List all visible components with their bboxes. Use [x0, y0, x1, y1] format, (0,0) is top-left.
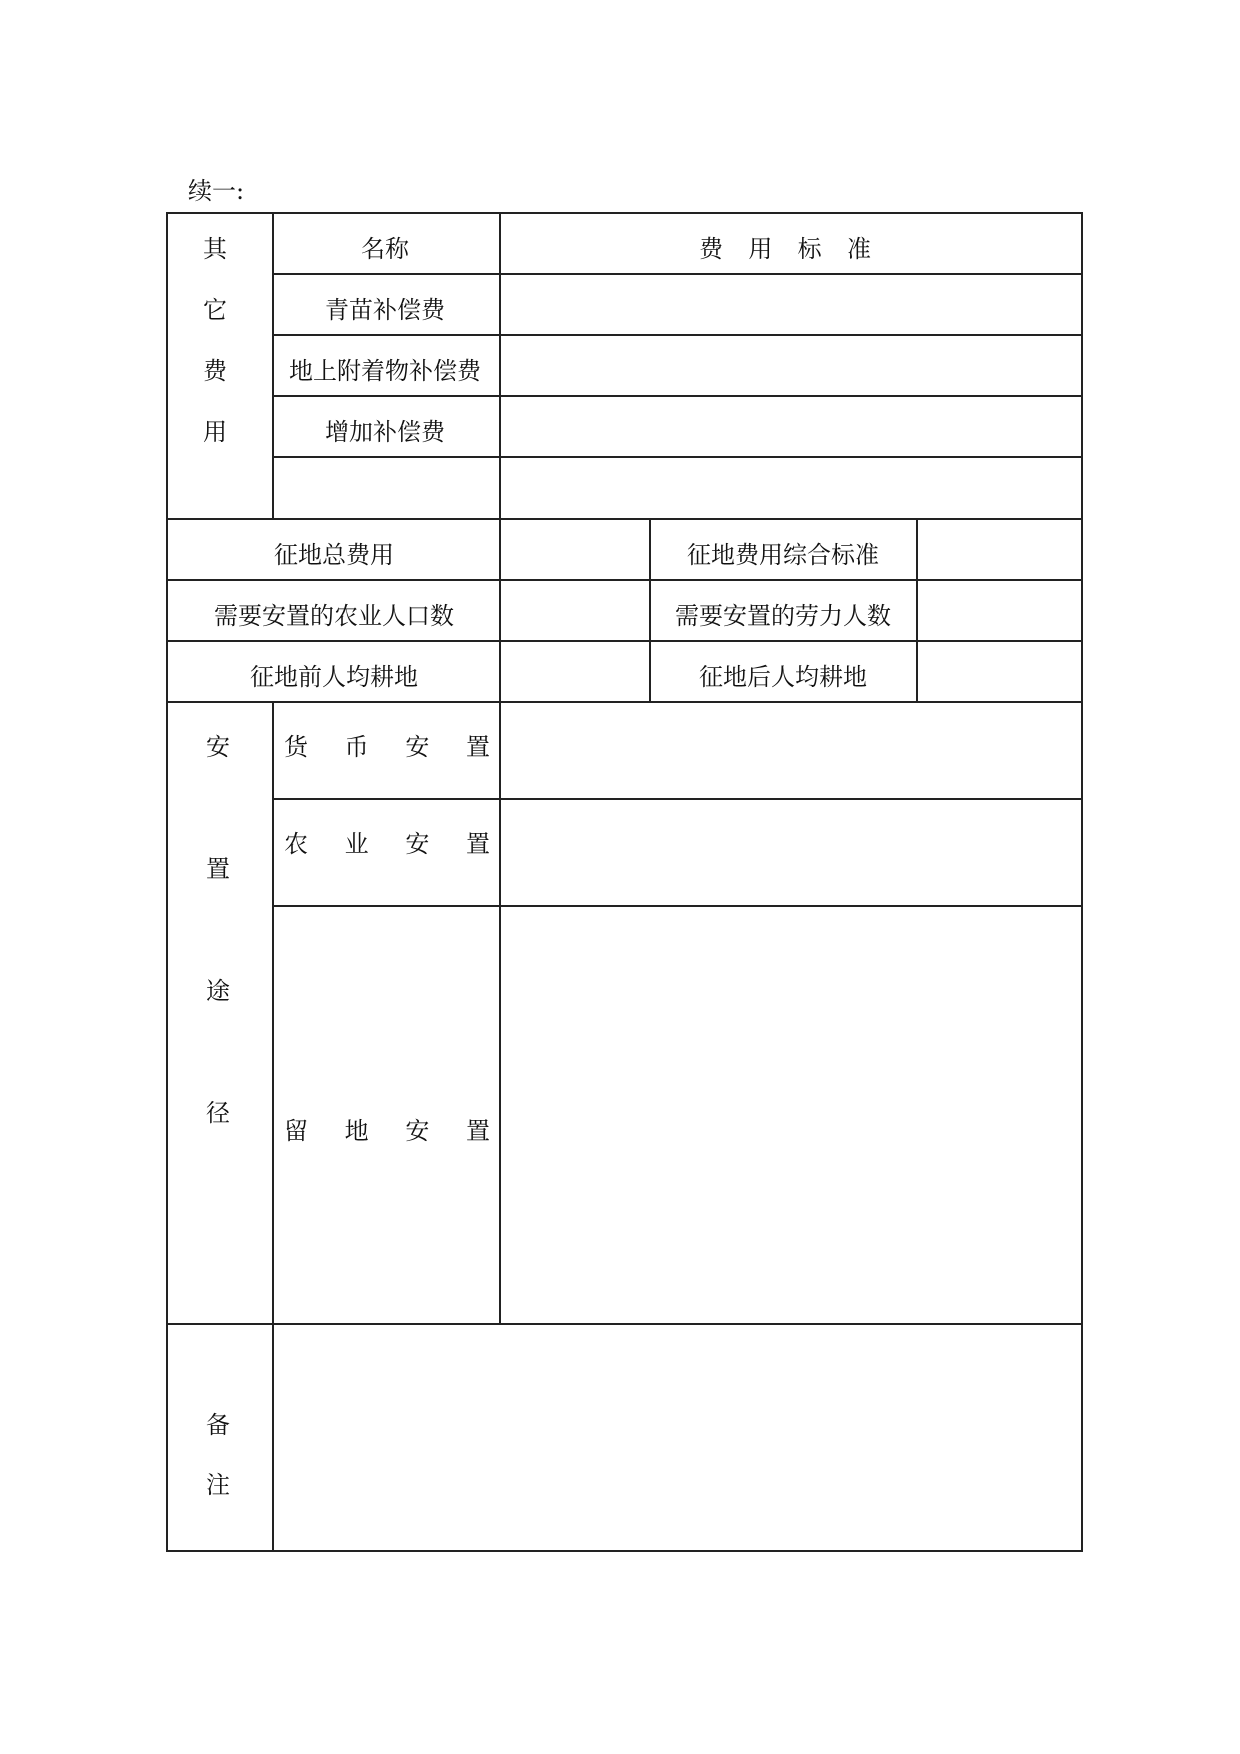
- header-fee-standard-char-2: 用: [748, 235, 773, 263]
- remarks-side-label-2: 注: [206, 1471, 230, 1499]
- rule-summary-end: [168, 701, 1081, 703]
- other-fees-side-label-1: 其: [203, 235, 227, 263]
- continued-label: 续一:: [188, 177, 245, 205]
- resettle-method-reserved-land-char-2: 地: [344, 1117, 369, 1145]
- resettle-side-label-3: 途: [206, 977, 230, 1005]
- other-fees-side-label-2: 它: [203, 296, 227, 324]
- resettle-value-reserved-land[interactable]: [513, 918, 1073, 1314]
- resettle-method-reserved-land-char-3: 安: [405, 1117, 430, 1145]
- rule-side-label-column: [272, 214, 274, 518]
- fee-standard-seedling-compensation[interactable]: [513, 295, 1073, 325]
- rule-other-fees-row2: [272, 395, 1081, 397]
- summary-label-labor-count: 需要安置的劳力人数: [675, 602, 891, 630]
- resettle-method-reserved-land-char-1: 留: [284, 1117, 308, 1145]
- summary-value-comprehensive-standard[interactable]: [925, 540, 1073, 570]
- header-fee-standard-char-4: 准: [846, 235, 871, 263]
- summary-value-farmland-after[interactable]: [925, 662, 1073, 692]
- fee-standard-additional-compensation[interactable]: [513, 417, 1073, 447]
- fee-name-additional-compensation: 增加补偿费: [325, 418, 445, 446]
- header-fee-standard: [699, 234, 871, 264]
- resettle-method-agricultural-char-4: 置: [465, 830, 490, 858]
- land-requisition-form-table: [166, 212, 1083, 1552]
- resettle-method-monetary: [284, 732, 490, 762]
- resettle-method-reserved-land-char-4: 置: [465, 1117, 490, 1145]
- rule-remarks-column: [272, 1323, 274, 1550]
- summary-value-total-cost[interactable]: [508, 540, 640, 570]
- remarks-value[interactable]: [286, 1336, 1073, 1540]
- resettle-side-label-1: 安: [206, 733, 230, 761]
- resettle-method-agricultural-char-1: 农: [284, 830, 308, 858]
- summary-label-agricultural-population: 需要安置的农业人口数: [214, 602, 454, 630]
- rule-summary-col3: [916, 518, 918, 701]
- summary-value-agricultural-population[interactable]: [508, 601, 640, 631]
- resettle-method-agricultural-char-2: 业: [344, 830, 369, 858]
- resettle-side-label-4: 径: [206, 1099, 230, 1127]
- summary-value-farmland-before[interactable]: [508, 662, 640, 692]
- summary-label-farmland-before: 征地前人均耕地: [250, 663, 418, 691]
- rule-resettle-side-column: [272, 701, 274, 1323]
- fee-name-blank-row[interactable]: [380, 478, 390, 508]
- rule-other-fees-row3: [272, 456, 1081, 458]
- resettle-value-agricultural[interactable]: [513, 812, 1073, 896]
- rule-summary-col1: [499, 518, 501, 701]
- rule-resettle-method-column: [499, 701, 501, 1323]
- resettle-side-label-2: 置: [206, 855, 230, 883]
- rule-resettle-row1: [272, 798, 1081, 800]
- resettle-method-monetary-char-3: 安: [405, 733, 430, 761]
- rule-other-fees-row1: [272, 334, 1081, 336]
- rule-summary-row1: [168, 579, 1081, 581]
- header-name: 名称: [361, 235, 409, 263]
- summary-label-farmland-after: 征地后人均耕地: [699, 663, 867, 691]
- rule-resettle-end: [168, 1323, 1081, 1325]
- remarks-side-label-1: 备: [206, 1411, 230, 1439]
- resettle-value-monetary[interactable]: [513, 714, 1073, 790]
- resettle-method-monetary-char-1: 货: [284, 733, 308, 761]
- header-fee-standard-char-1: 费: [699, 235, 723, 263]
- resettle-method-monetary-char-4: 置: [465, 733, 490, 761]
- header-fee-standard-char-3: 标: [797, 235, 822, 263]
- resettle-method-reserved-land: [284, 1116, 490, 1146]
- fee-name-attachments-compensation: 地上附着物补偿费: [289, 357, 481, 385]
- resettle-method-agricultural-char-3: 安: [405, 830, 430, 858]
- rule-other-fees-end: [168, 518, 1081, 520]
- rule-name-column: [499, 214, 501, 518]
- fee-name-seedling-compensation: 青苗补偿费: [325, 296, 445, 324]
- rule-resettle-row2: [272, 905, 1081, 907]
- resettle-method-monetary-char-2: 币: [344, 733, 369, 761]
- summary-label-total-cost: 征地总费用: [274, 541, 394, 569]
- fee-standard-blank-row[interactable]: [513, 478, 1073, 508]
- rule-other-fees-header: [272, 273, 1081, 275]
- other-fees-side-label-3: 费: [203, 357, 227, 385]
- other-fees-side-label-4: 用: [203, 418, 227, 446]
- fee-standard-attachments-compensation[interactable]: [513, 356, 1073, 386]
- summary-value-labor-count[interactable]: [925, 601, 1073, 631]
- resettle-method-agricultural: [284, 829, 490, 859]
- rule-summary-col2: [649, 518, 651, 701]
- summary-label-comprehensive-standard: 征地费用综合标准: [687, 541, 879, 569]
- rule-summary-row2: [168, 640, 1081, 642]
